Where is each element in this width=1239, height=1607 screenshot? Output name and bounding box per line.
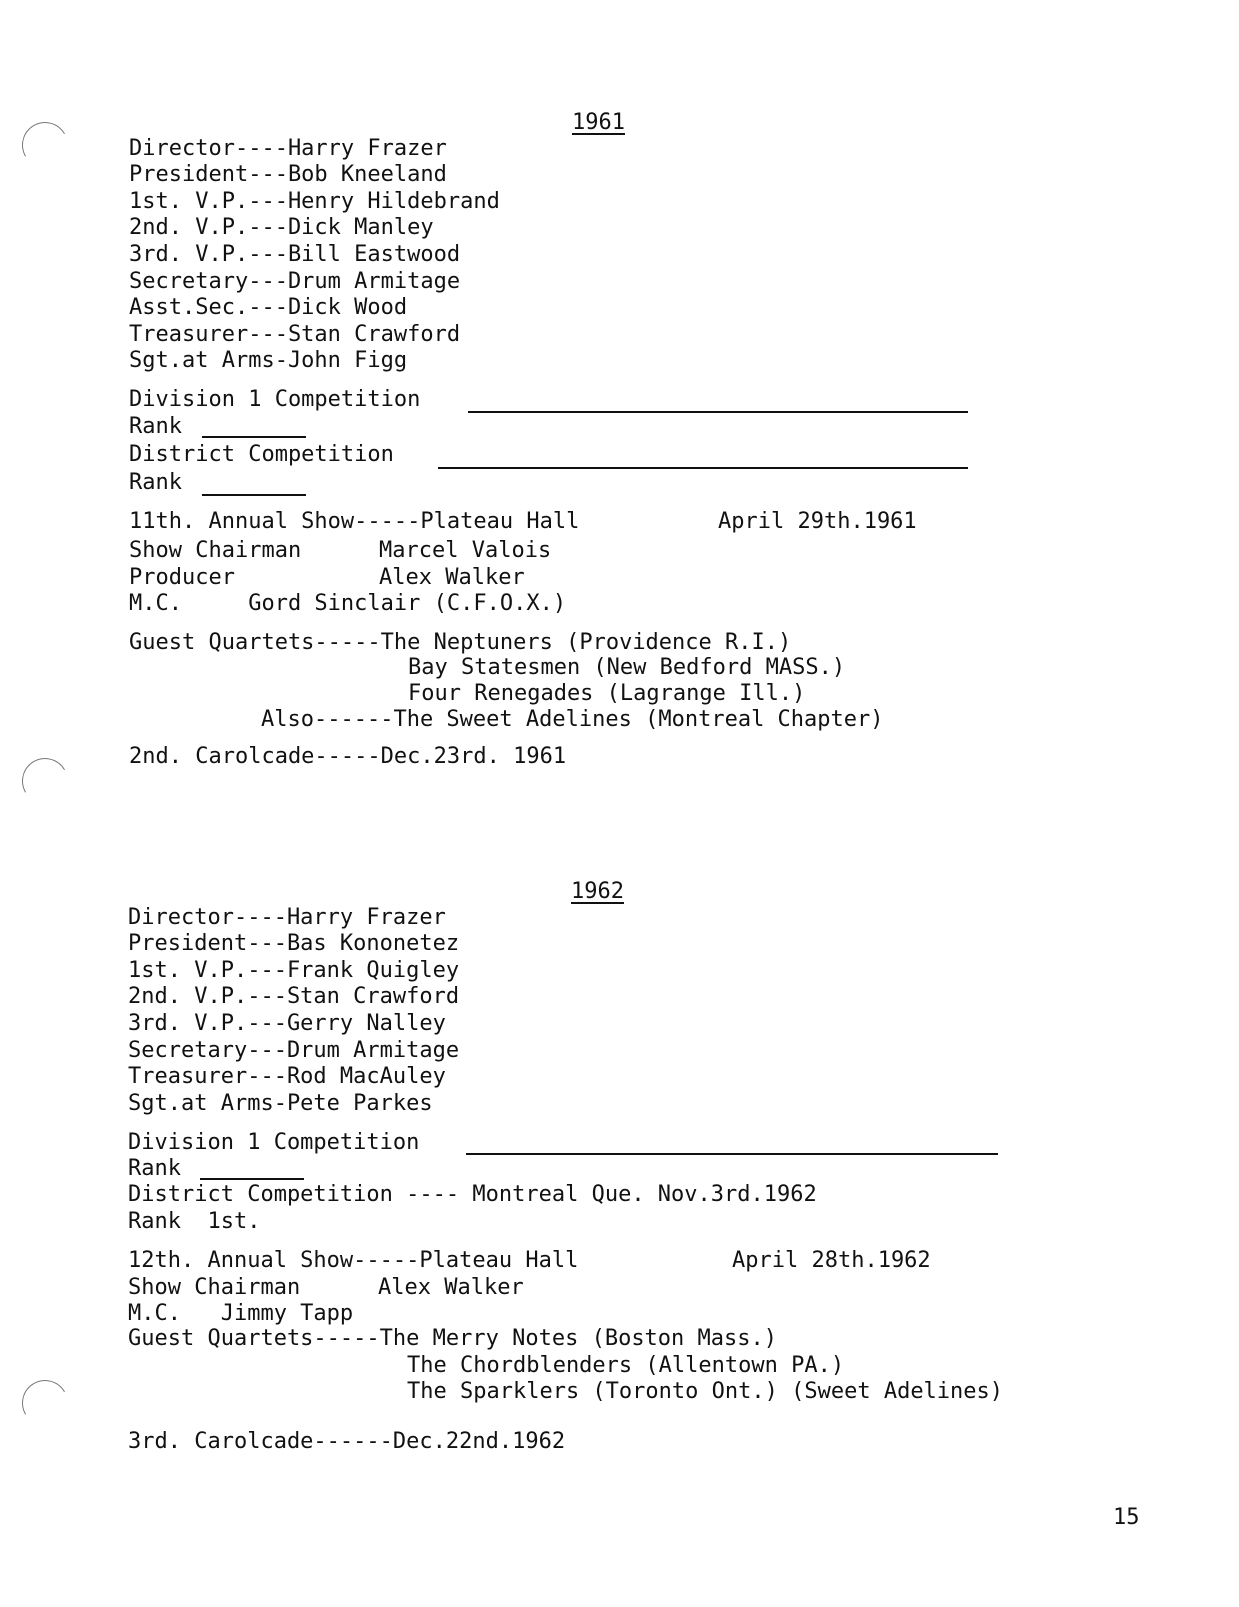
annual-show-line: 11th. Annual Show-----Plateau Hall (129, 509, 580, 534)
producer-label: Producer (129, 565, 235, 590)
show-chairman-name: Alex Walker (378, 1275, 524, 1300)
officer-line: Sgt.at Arms-John Figg (129, 348, 408, 373)
officer-line: Secretary---Drum Armitage (129, 269, 461, 294)
officer-line: Director----Harry Frazer (128, 905, 446, 930)
punch-hole-mark (17, 117, 73, 173)
carolcade-line: 3rd. Carolcade------Dec.22nd.1962 (128, 1429, 566, 1454)
show-date: April 29th.1961 (718, 509, 917, 534)
mc-line: M.C. Jimmy Tapp (128, 1301, 354, 1326)
annual-show-line: 12th. Annual Show-----Plateau Hall (128, 1248, 579, 1273)
guest-quartet-line: Four Renegades (Lagrange Ill.) (408, 681, 806, 706)
officer-line: President---Bas Kononetez (128, 931, 460, 956)
officer-line: Treasurer---Stan Crawford (129, 322, 461, 347)
guest-quartet-line: Guest Quartets-----The Merry Notes (Boston Mass.) (128, 1326, 778, 1351)
show-chairman-label: Show Chairman (128, 1275, 301, 1300)
mc-line: M.C. Gord Sinclair (C.F.O.X.) (129, 591, 567, 616)
carolcade-line: 2nd. Carolcade-----Dec.23rd. 1961 (129, 744, 567, 769)
officer-line: 2nd. V.P.---Dick Manley (129, 215, 434, 240)
producer-name: Alex Walker (379, 565, 525, 590)
district-competition-label: District Competition (129, 442, 394, 467)
fill-in-blank (468, 411, 968, 413)
officer-line: Treasurer---Rod MacAuley (128, 1064, 446, 1089)
fill-in-blank (200, 1178, 304, 1180)
punch-hole-mark (17, 753, 73, 809)
rank-label: Rank (129, 414, 182, 439)
punch-hole-mark (17, 1375, 73, 1431)
guest-quartet-line: Guest Quartets-----The Neptuners (Providence R.I.) (129, 630, 792, 655)
rank-label: Rank (128, 1156, 181, 1181)
officer-line: 3rd. V.P.---Gerry Nalley (128, 1011, 446, 1036)
guest-quartet-line: Also------The Sweet Adelines (Montreal Chapter) (261, 707, 884, 732)
officer-line: Director----Harry Frazer (129, 136, 447, 161)
officer-line: Asst.Sec.---Dick Wood (129, 295, 408, 320)
fill-in-blank (466, 1153, 998, 1155)
page-number: 15 (1113, 1505, 1140, 1530)
show-chairman-label: Show Chairman (129, 538, 302, 563)
officer-line: Secretary---Drum Armitage (128, 1038, 460, 1063)
rank-line: Rank 1st. (128, 1209, 261, 1234)
rank-label: Rank (129, 470, 182, 495)
year-heading: 1961 (572, 110, 625, 135)
guest-quartet-line: Bay Statesmen (New Bedford MASS.) (408, 655, 846, 680)
year-heading: 1962 (571, 879, 624, 904)
fill-in-blank (202, 436, 306, 438)
officer-line: President---Bob Kneeland (129, 162, 447, 187)
show-date: April 28th.1962 (732, 1248, 931, 1273)
officer-line: 1st. V.P.---Frank Quigley (128, 958, 460, 983)
officer-line: 3rd. V.P.---Bill Eastwood (129, 242, 461, 267)
division-competition-label: Division 1 Competition (129, 387, 421, 412)
show-chairman-name: Marcel Valois (379, 538, 552, 563)
division-competition-label: Division 1 Competition (128, 1130, 420, 1155)
officer-line: 2nd. V.P.---Stan Crawford (128, 984, 460, 1009)
fill-in-blank (438, 467, 968, 469)
guest-quartet-line: The Chordblenders (Allentown PA.) (407, 1353, 845, 1378)
guest-quartet-line: The Sparklers (Toronto Ont.) (Sweet Adelines) (407, 1379, 1004, 1404)
officer-line: Sgt.at Arms-Pete Parkes (128, 1091, 433, 1116)
district-competition-line: District Competition ---- Montreal Que. Nov.3rd.1962 (128, 1182, 817, 1207)
fill-in-blank (202, 494, 306, 496)
officer-line: 1st. V.P.---Henry Hildebrand (129, 189, 500, 214)
